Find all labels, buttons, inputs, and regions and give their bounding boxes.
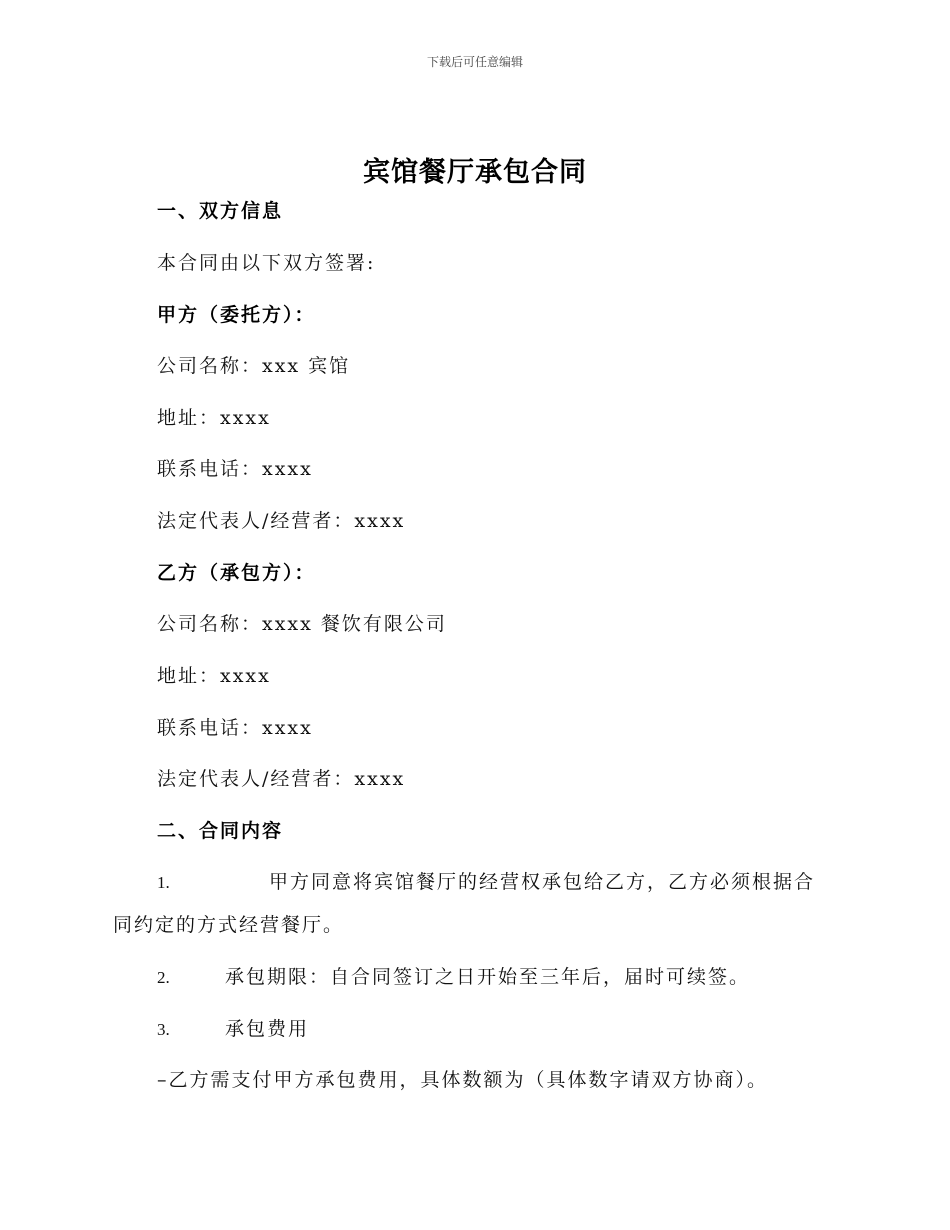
contract-item-1 bbox=[113, 861, 833, 946]
party-a-address: 地址：xxxx bbox=[157, 407, 271, 429]
item-text: 甲方同意将宾馆餐厅的经营权承包给乙方，乙方必须根据合同约定的方式经营餐厅。 bbox=[113, 871, 816, 936]
fee-line: –乙方需支付甲方承包费用，具体数额为（具体数字请双方协商）。 bbox=[157, 1069, 769, 1091]
section1-intro: 本合同由以下双方签署: bbox=[157, 252, 376, 274]
section1-heading: 一、双方信息 bbox=[157, 200, 284, 222]
contract-item-3 bbox=[157, 1016, 309, 1043]
party-a-heading: 甲方（委托方）： bbox=[157, 304, 316, 326]
header-note: 下载后可任意编辑 bbox=[426, 55, 523, 69]
item-number: 2. bbox=[157, 968, 170, 987]
party-b-company: 公司名称：xxxx 餐饮有限公司 bbox=[157, 613, 447, 635]
party-b-heading: 乙方（承包方）： bbox=[157, 562, 316, 584]
party-a-phone: 联系电话：xxxx bbox=[157, 458, 313, 480]
item-number: 3. bbox=[157, 1020, 170, 1039]
party-a-rep: 法定代表人/经营者：xxxx bbox=[157, 510, 406, 532]
document-title: 宾馆餐厅承包合同 bbox=[363, 157, 587, 188]
section2-heading: 二、合同内容 bbox=[157, 820, 284, 842]
item-number: 1. bbox=[157, 873, 170, 892]
party-b-rep: 法定代表人/经营者：xxxx bbox=[157, 768, 406, 790]
party-b-address: 地址：xxxx bbox=[157, 665, 271, 687]
contract-item-2 bbox=[157, 964, 750, 991]
item-text: 承包期限：自合同签订之日开始至三年后，届时可续签。 bbox=[225, 966, 751, 988]
item-text: 承包费用 bbox=[225, 1018, 310, 1040]
party-b-phone: 联系电话：xxxx bbox=[157, 717, 313, 739]
party-a-company: 公司名称：xxx 宾馆 bbox=[157, 355, 351, 377]
